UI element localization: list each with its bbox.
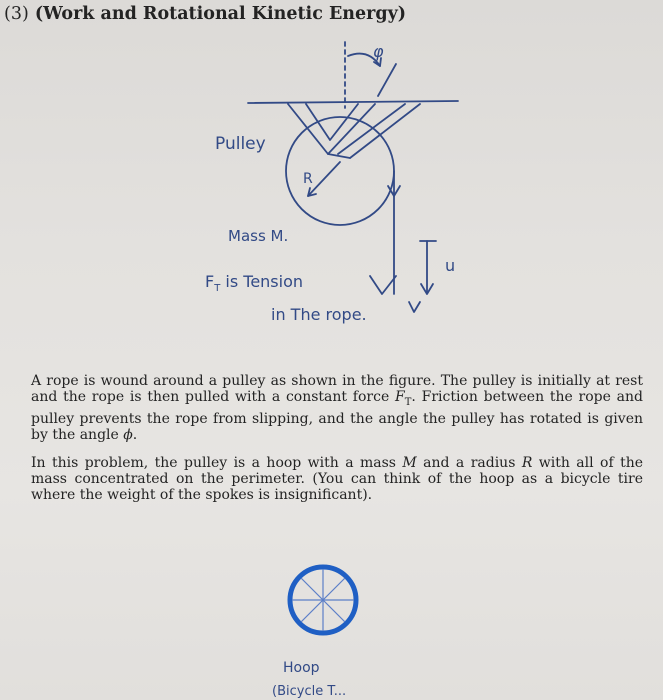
support-brace-b [350, 104, 420, 158]
tension-arrow-head [370, 276, 396, 294]
support-brace-a [338, 104, 405, 154]
problem-title-text: (Work and Rotational Kinetic Energy) [34, 4, 407, 24]
hoop-label: Hoop [283, 660, 320, 676]
phi-label: φ [373, 42, 384, 61]
problem-title [4, 4, 406, 24]
hoop-spokes [292, 569, 354, 631]
tension-label: $F_T$ is Tension [205, 272, 304, 295]
support-inner [306, 104, 358, 140]
hoop-caption: (Bicycle T... [272, 684, 347, 699]
problem-paragraph-2: In this problem, the pulley is a hoop with a mass M and a radius R with all of the mass concentrated on the perimeter. (You can think of the hoop as a bicycle tire where the weight of the spokes is insignificant). [31, 455, 644, 503]
hoop-diagram [255, 555, 405, 695]
rope-arrow-lower [409, 302, 420, 312]
radius-label: R [303, 171, 313, 187]
problem-paragraph-1: A rope is wound around a pulley as shown in the figure. The pulley is initially at rest and the rope is then pulled with a constant force $F_T$. Friction between the rope and pulley prevents the rope from slipping, and the angle the pulley has rotated is given by the angle ϕ. [31, 373, 643, 443]
u-label: u [445, 256, 456, 275]
rope-label: in The rope. [271, 305, 367, 324]
problem-number: (3) [4, 4, 29, 24]
ceiling-line [248, 101, 458, 103]
support-outer [288, 104, 375, 154]
mass-label: Mass M. [228, 227, 289, 245]
pulley-label: Pulley [215, 134, 266, 154]
phi-ray [378, 64, 396, 96]
support-brace-base [328, 154, 350, 158]
